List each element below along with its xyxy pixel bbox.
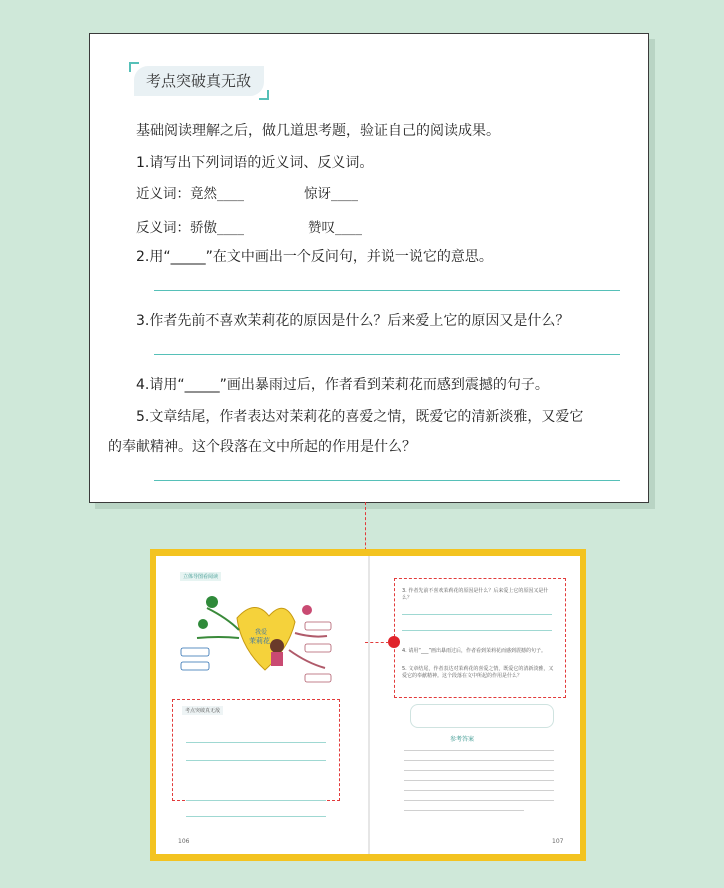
mini-line bbox=[402, 614, 552, 615]
answer-title: 参考答案 bbox=[450, 736, 475, 743]
right-page-number: 107 bbox=[552, 838, 564, 845]
intro-text: 基础阅读理解之后，做几道思考题，验证自己的阅读成果。 bbox=[136, 123, 500, 139]
mini-line bbox=[186, 816, 326, 817]
mind-map-center-line-2: 茉莉花 bbox=[249, 637, 270, 645]
question-5-line-2: 的奉献精神。这个段落在文中所起的作用是什么？ bbox=[108, 439, 416, 455]
mini-line bbox=[186, 760, 326, 761]
mini-line bbox=[186, 742, 326, 743]
answer-line[interactable] bbox=[154, 354, 620, 355]
mini-line bbox=[404, 750, 554, 751]
mini-line bbox=[404, 780, 554, 781]
mind-map-illustration bbox=[177, 578, 335, 692]
question-2: 2.用“_____”在文中画出一个反问句，并说一说它的意思。 bbox=[136, 249, 493, 265]
mini-line bbox=[404, 770, 554, 771]
mind-map-center-line-1: 我爱 bbox=[255, 629, 268, 636]
synonym-word-2: 惊讶____ bbox=[304, 186, 358, 202]
answer-box bbox=[410, 704, 554, 728]
right-q5: 5. 文章结尾，作者表达对茉莉花的喜爱之情，既爱它的清新淡雅，又爱它的奉献精神。这个段落在文中所起的作用是什么？ bbox=[402, 666, 554, 679]
answer-line[interactable] bbox=[154, 480, 620, 481]
question-4: 4.请用“_____”画出暴雨过后，作者看到茉莉花而感到震撼的句子。 bbox=[136, 377, 549, 393]
mini-line bbox=[402, 630, 552, 631]
question-1: 1.请写出下列词语的近义词、反义词。 bbox=[136, 155, 374, 171]
right-q4: 4. 请用“___”画出暴雨过后，作者看到茉莉花而感到震撼的句子。 bbox=[402, 648, 547, 654]
mini-line bbox=[404, 790, 554, 791]
left-page-section: 考点突破真无敌 bbox=[182, 706, 223, 715]
left-page-tag: 立体导图看阅读 bbox=[180, 572, 221, 581]
book-spine bbox=[368, 556, 370, 854]
mini-line bbox=[404, 760, 554, 761]
synonym-line: 近义词：竟然____ bbox=[136, 186, 244, 202]
mini-line bbox=[404, 810, 524, 811]
mini-line bbox=[186, 800, 326, 801]
mini-line bbox=[404, 800, 554, 801]
antonym-word-2: 赞叹____ bbox=[308, 220, 362, 236]
question-card bbox=[89, 33, 649, 503]
question-3: 3.作者先前不喜欢茉莉花的原因是什么？后来爱上它的原因又是什么？ bbox=[136, 313, 570, 329]
question-5-line-1: 5.文章结尾，作者表达对茉莉花的喜爱之情，既爱它的清新淡雅，又爱它 bbox=[136, 409, 584, 425]
right-q3: 3. 作者先前不喜欢茉莉花的原因是什么？后来爱上它的原因又是什么？ bbox=[402, 588, 549, 601]
connector-dot bbox=[388, 636, 400, 648]
answer-line[interactable] bbox=[154, 290, 620, 291]
connector-line bbox=[365, 642, 389, 643]
section-heading: 考点突破真无敌 bbox=[134, 66, 264, 96]
antonym-line: 反义词：骄傲____ bbox=[136, 220, 244, 236]
left-page-number: 106 bbox=[178, 838, 190, 845]
